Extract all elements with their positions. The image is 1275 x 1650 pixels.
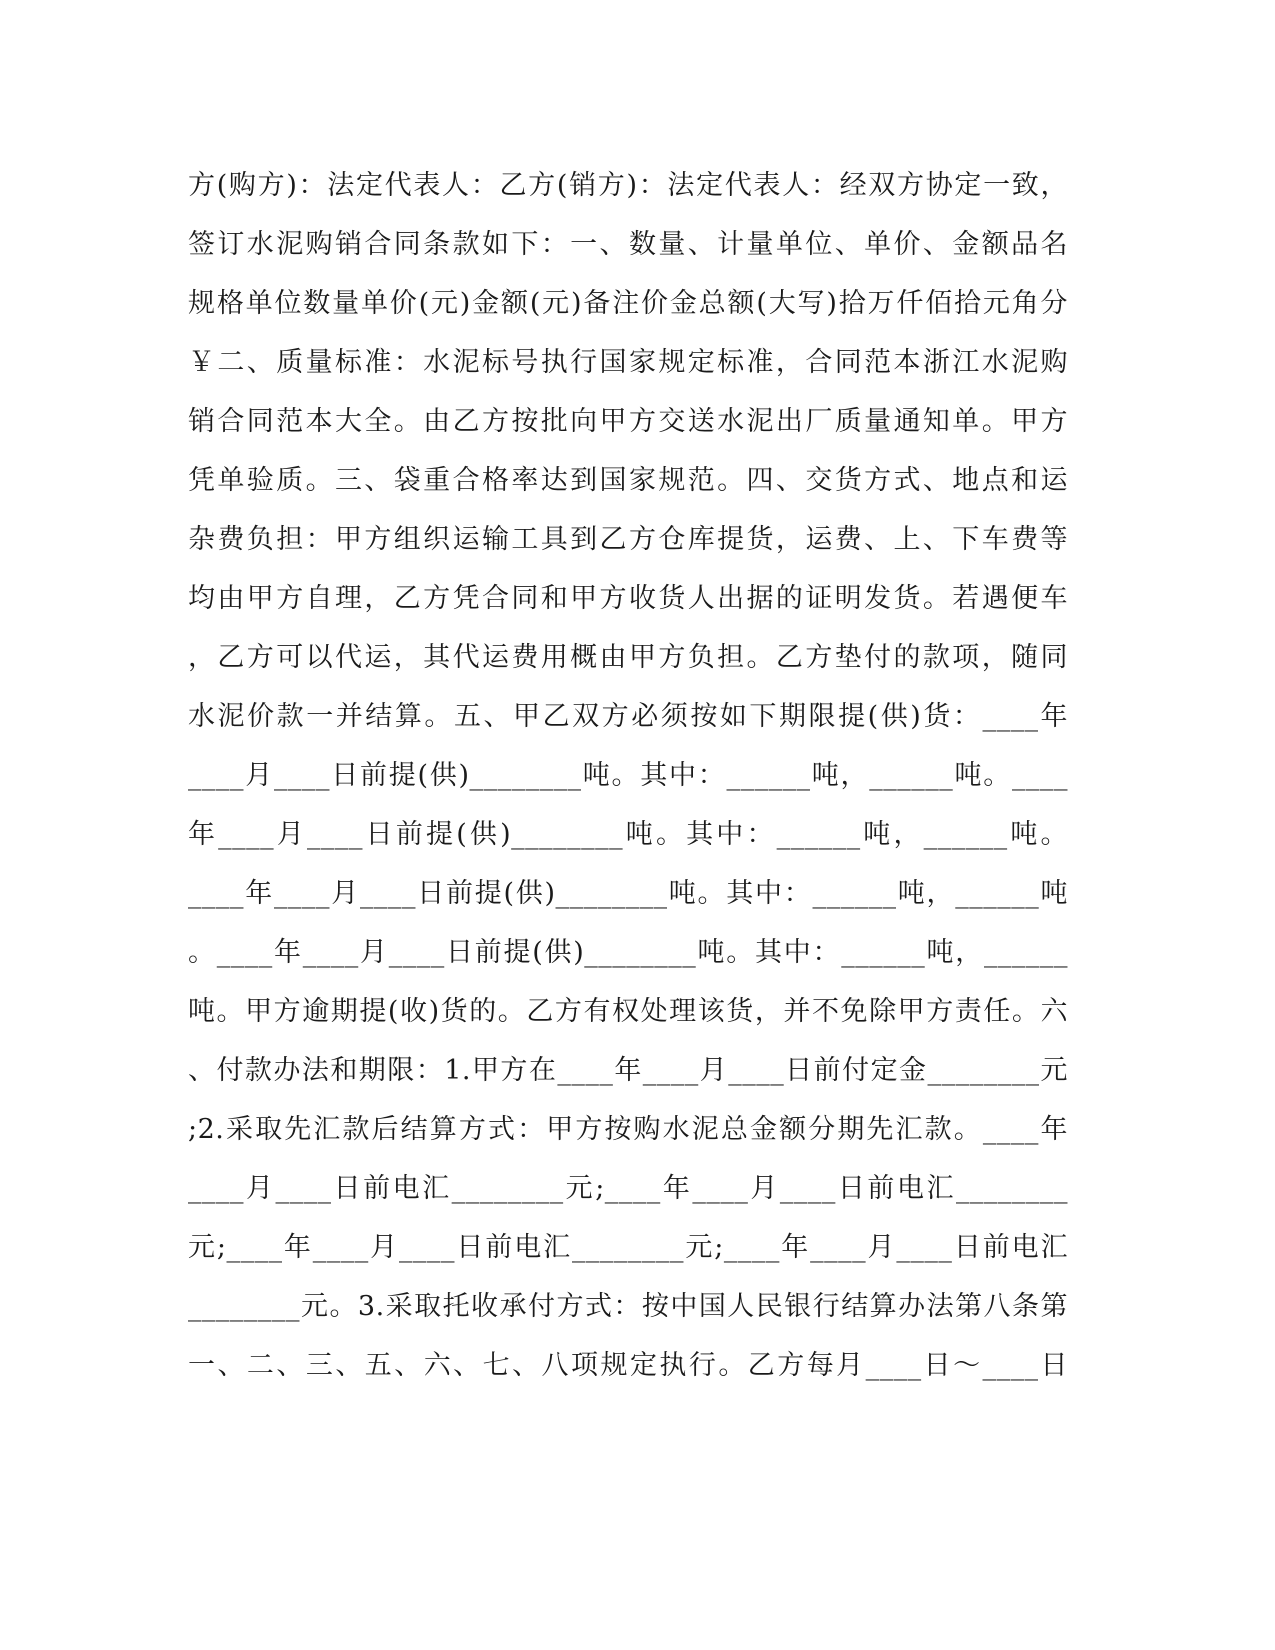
text-line: 吨。甲方逾期提(收)货的。乙方有权处理该货，并不免除甲方责任。六 [188,996,1068,1027]
text-line: 签订水泥购销合同条款如下：一、数量、计量单位、单价、金额品名 [188,229,1068,260]
text-line: ，乙方可以代运，其代运费用概由甲方负担。乙方垫付的款项，随同 [188,642,1068,673]
text-line: ____年____月____日前提(供)________吨。其中：______吨，______吨 [188,878,1068,909]
text-line: ￥二、质量标准：水泥标号执行国家规定标准，合同范本浙江水泥购 [188,347,1068,378]
text-line: ____月____日前提(供)________吨。其中：______吨，______吨。____ [188,760,1068,791]
text-line: 一、二、三、五、六、七、八项规定执行。乙方每月____日～____日 [188,1350,1068,1381]
text-line: ;2.采取先汇款后结算方式：甲方按购水泥总金额分期先汇款。____年 [188,1114,1068,1145]
text-line: 方(购方)：法定代表人：乙方(销方)：法定代表人：经双方协定一致， [188,170,1068,201]
text-line: 规格单位数量单价(元)金额(元)备注价金总额(大写)拾万仟佰拾元角分 [188,288,1068,319]
text-line: 均由甲方自理，乙方凭合同和甲方收货人出据的证明发货。若遇便车 [188,583,1068,614]
text-line: 。____年____月____日前提(供)________吨。其中：______吨，______ [188,937,1068,968]
text-line: 水泥价款一并结算。五、甲乙双方必须按如下期限提(供)货：____年 [188,701,1068,732]
text-line: 元;____年____月____日前电汇________元;____年____月____日前电汇 [188,1232,1068,1263]
text-line: ________元。3.采取托收承付方式：按中国人民银行结算办法第八条第 [188,1291,1068,1322]
text-line: 销合同范本大全。由乙方按批向甲方交送水泥出厂质量通知单。甲方 [188,406,1068,437]
text-line: 、付款办法和期限：1.甲方在____年____月____日前付定金________元 [188,1055,1068,1086]
text-line: 凭单验质。三、袋重合格率达到国家规范。四、交货方式、地点和运 [188,465,1068,496]
text-line: ____月____日前电汇________元;____年____月____日前电汇________ [188,1173,1068,1204]
text-line: 年____月____日前提(供)________吨。其中：______吨，______吨。 [188,819,1068,850]
text-line: 杂费负担：甲方组织运输工具到乙方仓库提货，运费、上、下车费等 [188,524,1068,555]
